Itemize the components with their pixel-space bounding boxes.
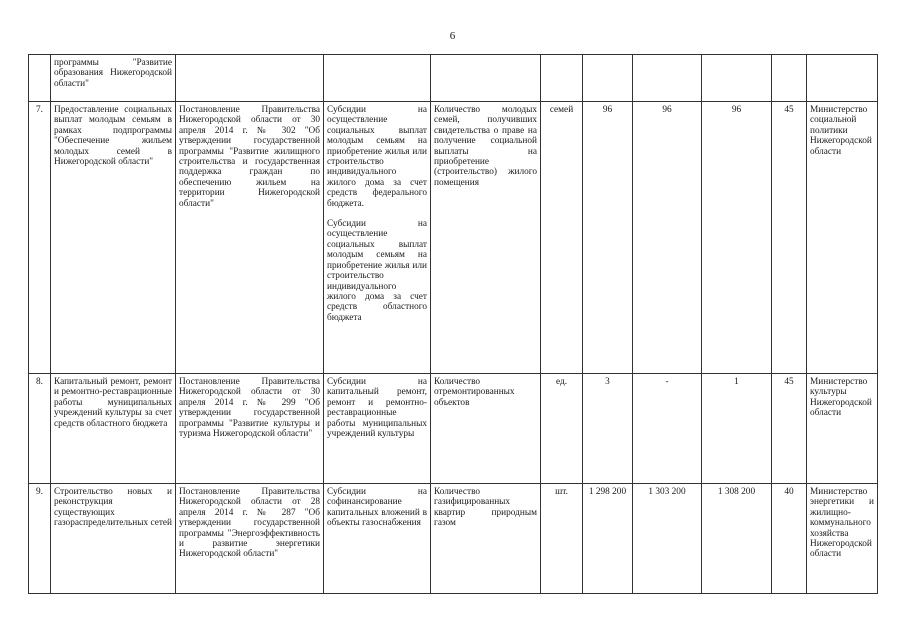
cell-v3: 96 xyxy=(702,102,772,374)
cell-name: Предоставление социальных выплат молодым семьям в рамках подпрограммы "Обеспечение жильем молодых семей в Нижегородской области" xyxy=(51,102,176,374)
cell-v1: 3 xyxy=(583,374,633,484)
cell-subsidy: Субсидии на капитальный ремонт, ремонт и ремонтно-реставрационные работы муниципальных учреждений культуры xyxy=(324,374,431,484)
cell-unit xyxy=(541,55,583,102)
cell-indicator: Количество отремонтированных объектов xyxy=(431,374,541,484)
cell-v2: 1 303 200 xyxy=(633,484,702,594)
cell-name: Строительство новых и реконструкция существующих газораспределительных сетей xyxy=(51,484,176,594)
cell-basis xyxy=(176,55,324,102)
cell-v2: 96 xyxy=(633,102,702,374)
table-row xyxy=(29,102,878,374)
cell-unit: шт. xyxy=(541,484,583,594)
continuation-row xyxy=(29,55,878,102)
cell-unit: ед. xyxy=(541,374,583,484)
table-row xyxy=(29,374,878,484)
table-row xyxy=(29,484,878,594)
cell-unit: семей xyxy=(541,102,583,374)
subsidy-regional: Субсидии на осуществление социальных выплат молодым семьям на приобретение жилья или строительство индивидуального жилого дома за счет средств областного бюджета xyxy=(327,219,427,323)
cell-basis: Постановление Правительства Нижегородской области от 30 апреля 2014 г. № 299 "Об утверждении государственной программы "Развитие культуры и туризма Нижегородской области" xyxy=(176,374,324,484)
cell-ministry xyxy=(807,55,878,102)
cell-v1: 96 xyxy=(583,102,633,374)
cell-indicator: Количество молодых семей, получивших свидетельства о праве на получение социальной выплаты на приобретение (строительство) жилого помещения xyxy=(431,102,541,374)
cell-v4: 45 xyxy=(772,102,807,374)
cell-basis: Постановление Правительства Нижегородской области от 28 апреля 2014 г. № 287 "Об утверждении государственной программы "Энергоэффективность и развитие энергетики Нижегородской области" xyxy=(176,484,324,594)
cell-v1 xyxy=(583,55,633,102)
cell-indicator: Количество газифицированных квартир природным газом xyxy=(431,484,541,594)
cell-v2 xyxy=(633,55,702,102)
cell-v3: 1 xyxy=(702,374,772,484)
cell-subsidy xyxy=(324,55,431,102)
cell-num: 7. xyxy=(29,102,51,374)
cell-v4: 40 xyxy=(772,484,807,594)
cell-indicator xyxy=(431,55,541,102)
program-table xyxy=(28,54,878,594)
cell-v4: 45 xyxy=(772,374,807,484)
cell-name: программы "Развитие образования Нижегородской области" xyxy=(51,55,176,102)
cell-v3 xyxy=(702,55,772,102)
cell-ministry: Министерство социальной политики Нижегородской области xyxy=(807,102,878,374)
subsidy-federal: Субсидии на осуществление социальных выплат молодым семьям на приобретение жилья или строительство индивидуального жилого дома за счет средств федерального бюджета. xyxy=(327,105,427,209)
page-number: 6 xyxy=(449,30,456,42)
cell-v2: - xyxy=(633,374,702,484)
cell-v1: 1 298 200 xyxy=(583,484,633,594)
cell-v3: 1 308 200 xyxy=(702,484,772,594)
cell-ministry: Министерство энергетики и жилищно-коммунального хозяйства Нижегородской области xyxy=(807,484,878,594)
cell-basis: Постановление Правительства Нижегородской области от 30 апреля 2014 г. № 302 "Об утверждении государственной программы "Развитие жилищного строительства и государственная поддержка граждан по обеспечению жильем на территории Нижегородской области" xyxy=(176,102,324,374)
cell-ministry: Министерство культуры Нижегородской области xyxy=(807,374,878,484)
cell-name: Капитальный ремонт, ремонт и ремонтно-реставрационные работы муниципальных учреждений культуры за счет средств областного бюджета xyxy=(51,374,176,484)
cell-num xyxy=(29,55,51,102)
cell-num: 8. xyxy=(29,374,51,484)
cell-v4 xyxy=(772,55,807,102)
cell-subsidy: Субсидии на софинансирование капитальных вложений в объекты газоснабжения xyxy=(324,484,431,594)
cell-subsidy xyxy=(324,102,431,374)
cell-num: 9. xyxy=(29,484,51,594)
